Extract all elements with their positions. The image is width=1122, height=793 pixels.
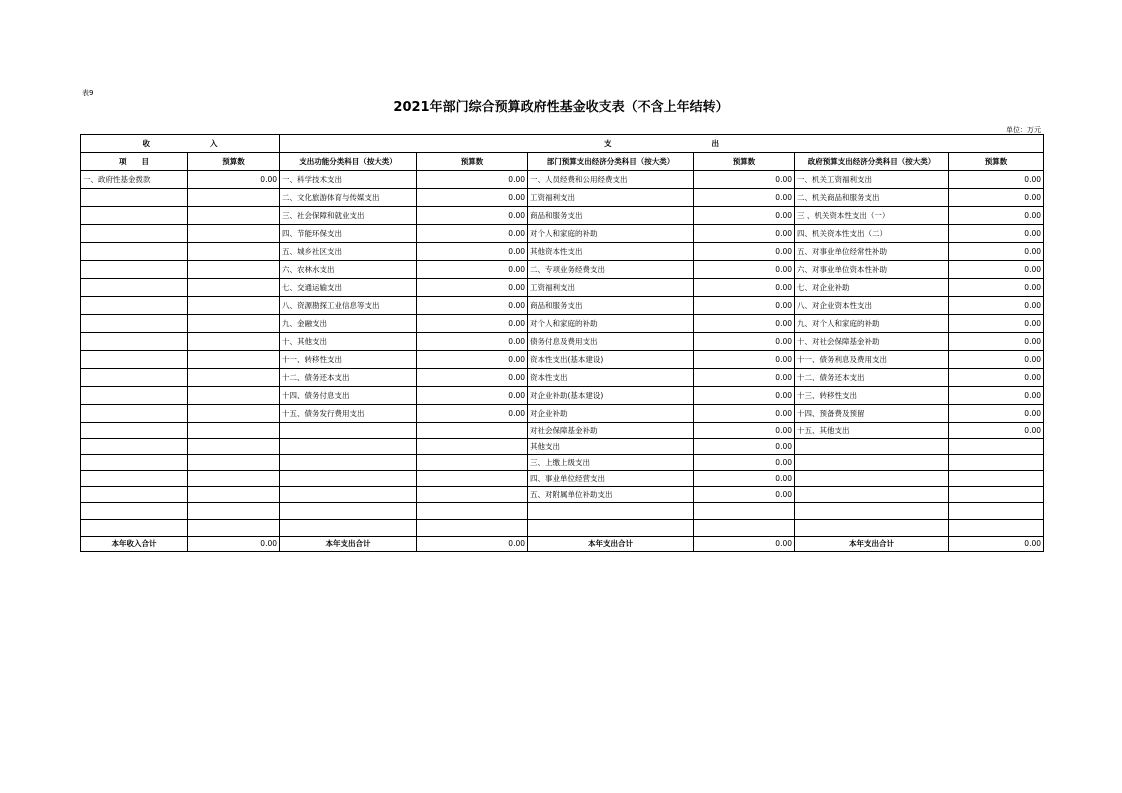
amount-cell: [949, 455, 1044, 471]
amount-cell: 0.00: [949, 423, 1044, 439]
item-cell: 工资福利支出: [528, 279, 694, 297]
item-cell: 资本性支出: [528, 369, 694, 387]
item-cell: 对企业补助(基本建设): [528, 387, 694, 405]
item-cell: 十一、转移性支出: [280, 351, 417, 369]
item-cell: [81, 297, 188, 315]
item-cell: [795, 487, 949, 503]
item-cell: 七、交通运输支出: [280, 279, 417, 297]
amount-cell: 0.00: [949, 315, 1044, 333]
amount-cell: 0.00: [949, 279, 1044, 297]
col-header-income-amount: 预算数: [188, 153, 280, 171]
item-cell: 八、对企业资本性支出: [795, 297, 949, 315]
item-cell: [81, 405, 188, 423]
item-cell: [81, 487, 188, 503]
total-label: 本年支出合计: [528, 537, 694, 552]
amount-cell: [188, 297, 280, 315]
amount-cell: 0.00: [949, 387, 1044, 405]
item-cell: [81, 207, 188, 225]
item-cell: 十三、转移性支出: [795, 387, 949, 405]
item-cell: [81, 315, 188, 333]
item-cell: 四、事业单位经营支出: [528, 471, 694, 487]
expense-char-1: 支: [604, 138, 612, 148]
amount-cell: 0.00: [694, 171, 795, 189]
table-row: [81, 207, 1044, 225]
income-section-header: [81, 135, 280, 153]
item-cell: [81, 333, 188, 351]
item-cell: [280, 520, 417, 537]
item-cell: 资本性支出(基本建设): [528, 351, 694, 369]
item-cell: 十、对社会保障基金补助: [795, 333, 949, 351]
amount-cell: 0.00: [694, 279, 795, 297]
amount-cell: 0.00: [949, 207, 1044, 225]
column-header-row: [81, 153, 1044, 171]
col-header-dept-econ-amount: 预算数: [694, 153, 795, 171]
item-cell: 十四、预备费及预留: [795, 405, 949, 423]
amount-cell: 0.00: [694, 369, 795, 387]
amount-cell: [188, 279, 280, 297]
amount-cell: [188, 471, 280, 487]
amount-cell: [188, 333, 280, 351]
item-cell: 三 、机关资本性支出（一）: [795, 207, 949, 225]
amount-cell: 0.00: [188, 171, 280, 189]
amount-cell: [188, 261, 280, 279]
section-header-row: [81, 135, 1044, 153]
total-amount: 0.00: [417, 537, 528, 552]
amount-cell: 0.00: [694, 471, 795, 487]
item-cell: 十四、债务付息支出: [280, 387, 417, 405]
amount-cell: [188, 189, 280, 207]
total-label: 本年收入合计: [81, 537, 188, 552]
item-cell: [81, 439, 188, 455]
amount-cell: 0.00: [949, 333, 1044, 351]
item-cell: [280, 439, 417, 455]
amount-cell: 0.00: [694, 333, 795, 351]
amount-cell: [188, 487, 280, 503]
item-cell: 对社会保障基金补助: [528, 423, 694, 439]
item-cell: 十五、其他支出: [795, 423, 949, 439]
item-cell: [81, 455, 188, 471]
amount-cell: 0.00: [417, 297, 528, 315]
col-header-gov-econ: 政府预算支出经济分类科目（按大类）: [795, 153, 949, 171]
item-cell: [81, 387, 188, 405]
item-cell: [81, 423, 188, 439]
amount-cell: [417, 471, 528, 487]
item-cell: 八、资源勘探工业信息等支出: [280, 297, 417, 315]
income-char-2: 入: [210, 138, 218, 148]
table-row: [81, 261, 1044, 279]
item-cell: 三、社会保障和就业支出: [280, 207, 417, 225]
amount-cell: 0.00: [417, 279, 528, 297]
total-amount: 0.00: [188, 537, 280, 552]
item-cell: 九、金融支出: [280, 315, 417, 333]
item-cell: 其他资本性支出: [528, 243, 694, 261]
table-row: [81, 455, 1044, 471]
item-cell: 二、文化旅游体育与传媒支出: [280, 189, 417, 207]
budget-table: [80, 134, 1044, 552]
amount-cell: 0.00: [417, 387, 528, 405]
amount-cell: [949, 503, 1044, 520]
col-header-dept-econ: 部门预算支出经济分类科目（按大类）: [528, 153, 694, 171]
amount-cell: 0.00: [949, 297, 1044, 315]
amount-cell: 0.00: [417, 405, 528, 423]
item-cell: 十五、债务发行费用支出: [280, 405, 417, 423]
amount-cell: 0.00: [417, 171, 528, 189]
item-cell: [81, 471, 188, 487]
amount-cell: [417, 487, 528, 503]
item-cell: 一、政府性基金拨款: [81, 171, 188, 189]
item-cell: [795, 455, 949, 471]
item-cell: 对企业补助: [528, 405, 694, 423]
item-cell: 三、上缴上级支出: [528, 455, 694, 471]
table-row: [81, 225, 1044, 243]
item-cell: [528, 503, 694, 520]
item-cell: 商品和服务支出: [528, 297, 694, 315]
item-cell: 五、城乡社区支出: [280, 243, 417, 261]
item-cell: 一、机关工资福利支出: [795, 171, 949, 189]
item-cell: [81, 279, 188, 297]
table-row: [81, 405, 1044, 423]
item-cell: 二、专项业务经费支出: [528, 261, 694, 279]
item-cell: [81, 503, 188, 520]
item-cell: 七、对企业补助: [795, 279, 949, 297]
amount-cell: 0.00: [417, 225, 528, 243]
amount-cell: 0.00: [417, 261, 528, 279]
col-header-function-amount: 预算数: [417, 153, 528, 171]
total-amount: 0.00: [949, 537, 1044, 552]
item-cell: 十、其他支出: [280, 333, 417, 351]
item-cell: 四、机关资本性支出（二）: [795, 225, 949, 243]
table-row: [81, 171, 1044, 189]
item-cell: 对个人和家庭的补助: [528, 225, 694, 243]
table-row: [81, 471, 1044, 487]
item-cell: 五、对附属单位补助支出: [528, 487, 694, 503]
item-cell: [81, 225, 188, 243]
amount-cell: [694, 520, 795, 537]
total-label: 本年支出合计: [795, 537, 949, 552]
amount-cell: [949, 520, 1044, 537]
amount-cell: [188, 225, 280, 243]
amount-cell: 0.00: [694, 423, 795, 439]
item-cell: [81, 351, 188, 369]
item-cell: 五、对事业单位经常性补助: [795, 243, 949, 261]
item-cell: [795, 439, 949, 455]
amount-cell: [949, 471, 1044, 487]
item-cell: 六、对事业单位资本性补助: [795, 261, 949, 279]
amount-cell: 0.00: [694, 297, 795, 315]
item-cell: 十一、债务利息及费用支出: [795, 351, 949, 369]
amount-cell: 0.00: [417, 315, 528, 333]
amount-cell: [188, 423, 280, 439]
table-row: [81, 279, 1044, 297]
table-row: [81, 503, 1044, 520]
item-cell: [280, 503, 417, 520]
item-cell: 四、节能环保支出: [280, 225, 417, 243]
amount-cell: [188, 315, 280, 333]
amount-cell: 0.00: [417, 333, 528, 351]
page-title: 2021年部门综合预算政府性基金收支表（不含上年结转）: [393, 100, 729, 115]
expense-char-2: 出: [711, 138, 719, 148]
amount-cell: [417, 423, 528, 439]
table-row: [81, 520, 1044, 537]
amount-cell: [188, 207, 280, 225]
amount-cell: [188, 455, 280, 471]
table-row: [81, 333, 1044, 351]
item-cell: 一、科学技术支出: [280, 171, 417, 189]
amount-cell: 0.00: [694, 207, 795, 225]
table-number: 表9: [82, 89, 94, 97]
amount-cell: 0.00: [417, 243, 528, 261]
item-cell: 商品和服务支出: [528, 207, 694, 225]
table-row: [81, 351, 1044, 369]
amount-cell: 0.00: [417, 351, 528, 369]
table-row: [81, 439, 1044, 455]
item-cell: [280, 423, 417, 439]
amount-cell: 0.00: [949, 351, 1044, 369]
total-amount: 0.00: [694, 537, 795, 552]
amount-cell: 0.00: [694, 189, 795, 207]
item-cell: 债务付息及费用支出: [528, 333, 694, 351]
item-cell: [795, 520, 949, 537]
table-row: [81, 189, 1044, 207]
totals-row: [81, 537, 1044, 552]
amount-cell: 0.00: [949, 261, 1044, 279]
amount-cell: [949, 487, 1044, 503]
amount-cell: 0.00: [949, 225, 1044, 243]
item-cell: 二、机关商品和服务支出: [795, 189, 949, 207]
amount-cell: 0.00: [949, 243, 1044, 261]
amount-cell: [188, 439, 280, 455]
amount-cell: 0.00: [694, 261, 795, 279]
amount-cell: [417, 503, 528, 520]
amount-cell: 0.00: [694, 487, 795, 503]
income-char-1: 收: [142, 138, 150, 148]
total-label: 本年支出合计: [280, 537, 417, 552]
amount-cell: 0.00: [694, 387, 795, 405]
item-cell: 其他支出: [528, 439, 694, 455]
col-header-function: 支出功能分类科目（按大类）: [280, 153, 417, 171]
amount-cell: 0.00: [694, 225, 795, 243]
item-cell: [81, 189, 188, 207]
table-row: [81, 243, 1044, 261]
item-cell: [280, 471, 417, 487]
amount-cell: [417, 439, 528, 455]
table-row: [81, 387, 1044, 405]
amount-cell: 0.00: [949, 171, 1044, 189]
amount-cell: [417, 455, 528, 471]
amount-cell: 0.00: [417, 369, 528, 387]
amount-cell: 0.00: [694, 243, 795, 261]
amount-cell: 0.00: [949, 369, 1044, 387]
item-cell: 一、人员经费和公用经费支出: [528, 171, 694, 189]
item-cell: [280, 487, 417, 503]
table-row: [81, 315, 1044, 333]
item-cell: [280, 455, 417, 471]
unit-label: 单位：万元: [1006, 126, 1041, 134]
item-cell: [81, 369, 188, 387]
amount-cell: 0.00: [694, 351, 795, 369]
amount-cell: [188, 405, 280, 423]
amount-cell: 0.00: [694, 405, 795, 423]
amount-cell: 0.00: [694, 455, 795, 471]
expense-section-header: [280, 135, 1044, 153]
item-cell: [528, 520, 694, 537]
amount-cell: [188, 243, 280, 261]
amount-cell: 0.00: [949, 189, 1044, 207]
item-cell: 九、对个人和家庭的补助: [795, 315, 949, 333]
amount-cell: 0.00: [694, 315, 795, 333]
amount-cell: [188, 503, 280, 520]
amount-cell: [949, 439, 1044, 455]
amount-cell: [188, 351, 280, 369]
amount-cell: [188, 369, 280, 387]
col-header-gov-econ-amount: 预算数: [949, 153, 1044, 171]
col-header-item: 项 目: [81, 153, 188, 171]
table-row: [81, 487, 1044, 503]
item-cell: 工资福利支出: [528, 189, 694, 207]
amount-cell: 0.00: [694, 439, 795, 455]
item-cell: [81, 520, 188, 537]
item-cell: [795, 503, 949, 520]
amount-cell: [694, 503, 795, 520]
table-row: [81, 297, 1044, 315]
amount-cell: 0.00: [417, 189, 528, 207]
item-cell: [795, 471, 949, 487]
item-cell: 十二、债务还本支出: [795, 369, 949, 387]
amount-cell: 0.00: [417, 207, 528, 225]
item-cell: 十二、债务还本支出: [280, 369, 417, 387]
amount-cell: [417, 520, 528, 537]
amount-cell: 0.00: [949, 405, 1044, 423]
table-row: [81, 423, 1044, 439]
table-row: [81, 369, 1044, 387]
amount-cell: [188, 520, 280, 537]
amount-cell: [188, 387, 280, 405]
item-cell: [81, 261, 188, 279]
item-cell: [81, 243, 188, 261]
item-cell: 六、农林水支出: [280, 261, 417, 279]
item-cell: 对个人和家庭的补助: [528, 315, 694, 333]
